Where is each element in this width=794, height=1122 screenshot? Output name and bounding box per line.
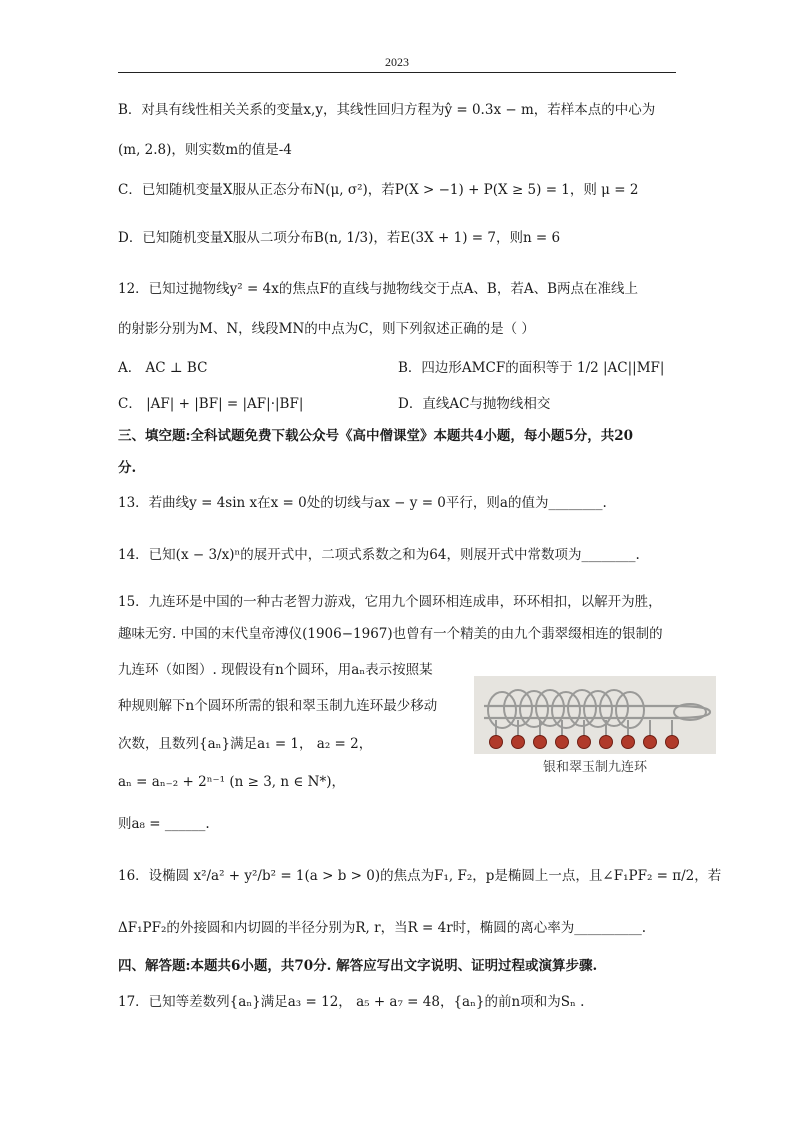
question-12-line2: 的射影分别为M、N，线段MN的中点为C，则下列叙述正确的是（ ） <box>118 321 535 337</box>
question-17: 17．已知等差数列{aₙ}满足a₃ = 12， a₅ + a₇ = 48，{aₙ}的前n项和为Sₙ . <box>118 994 585 1010</box>
question-15-line1: 15．九连环是中国的一种古老智力游戏，它用九个圆环相连成串，环环相扣，以解开为胜， <box>118 594 662 610</box>
option-12a: A． AC ⊥ BC <box>118 360 208 376</box>
question-14: 14．已知(x − 3/x)ⁿ的展开式中，二项式系数之和为64，则展开式中常数项为________. <box>118 547 640 563</box>
header-rule <box>118 72 676 73</box>
section-3-heading: 三、填空题:全科试题免费下载公众号《高中僧课堂》本题共4小题，每小题5分，共20 <box>118 428 634 444</box>
question-16-line2: ΔF₁PF₂的外接圆和内切圆的半径分别为R, r，当R = 4r时，椭圆的离心率为__________. <box>118 920 646 936</box>
question-15-answer: 则a₈ = ______. <box>118 816 210 832</box>
section-3-heading-cont: 分. <box>118 460 137 476</box>
option-11b-line1: B．对具有线性相关关系的变量x,y，其线性回归方程为ŷ = 0.3x − m，若样本点的中心为 <box>118 102 656 118</box>
section-4-heading: 四、解答题:本题共6小题，共70分. 解答应写出文字说明、证明过程或演算步骤. <box>118 958 598 974</box>
option-12b: B．四边形AMCF的面积等于 1/2 |AC||MF| <box>398 360 665 376</box>
question-15-line4: 种规则解下n个圆环所需的银和翠玉制九连环最少移动 <box>118 698 438 714</box>
question-13: 13．若曲线y = 4sin x在x = 0处的切线与ax − y = 0平行，则a的值为________. <box>118 495 607 511</box>
option-11d: D．已知随机变量X服从二项分布B(n, 1/3)，若E(3X + 1) = 7，则n = 6 <box>118 230 561 246</box>
nine-rings-photo <box>474 676 716 754</box>
option-11b-line2: (m, 2.8)，则实数m的值是-4 <box>118 142 292 158</box>
page-header-year: 2023 <box>385 55 409 69</box>
option-12c: C． |AF| + |BF| = |AF|·|BF| <box>118 396 304 412</box>
question-15-recurrence: aₙ = aₙ₋₂ + 2ⁿ⁻¹ (n ≥ 3, n ∈ N*)， <box>118 774 345 790</box>
option-12d: D．直线AC与抛物线相交 <box>398 396 551 412</box>
question-12-line1: 12．已知过抛物线y² = 4x的焦点F的直线与抛物线交于点A、B，若A、B两点在准线上 <box>118 281 639 297</box>
question-15-line3: 九连环（如图）. 现假设有n个圆环，用aₙ表示按照某 <box>118 662 433 678</box>
question-15-line2: 趣味无穷. 中国的末代皇帝溥仪(1906−1967)也曾有一个精美的由九个翡翠缀相连的银制的 <box>118 626 663 642</box>
question-15-line5: 次数，且数列{aₙ}满足a₁ = 1， a₂ = 2， <box>118 736 373 752</box>
question-16-line1: 16．设椭圆 x²/a² + y²/b² = 1(a > b > 0)的焦点为F₁, F₂，p是椭圆上一点，且∠F₁PF₂ = π/2，若 <box>118 868 722 884</box>
figure-caption: 银和翠玉制九连环 <box>542 760 647 775</box>
option-11c: C．已知随机变量X服从正态分布N(μ, σ²)，若P(X > −1) + P(X ≥ 5) = 1，则 μ = 2 <box>118 182 639 198</box>
